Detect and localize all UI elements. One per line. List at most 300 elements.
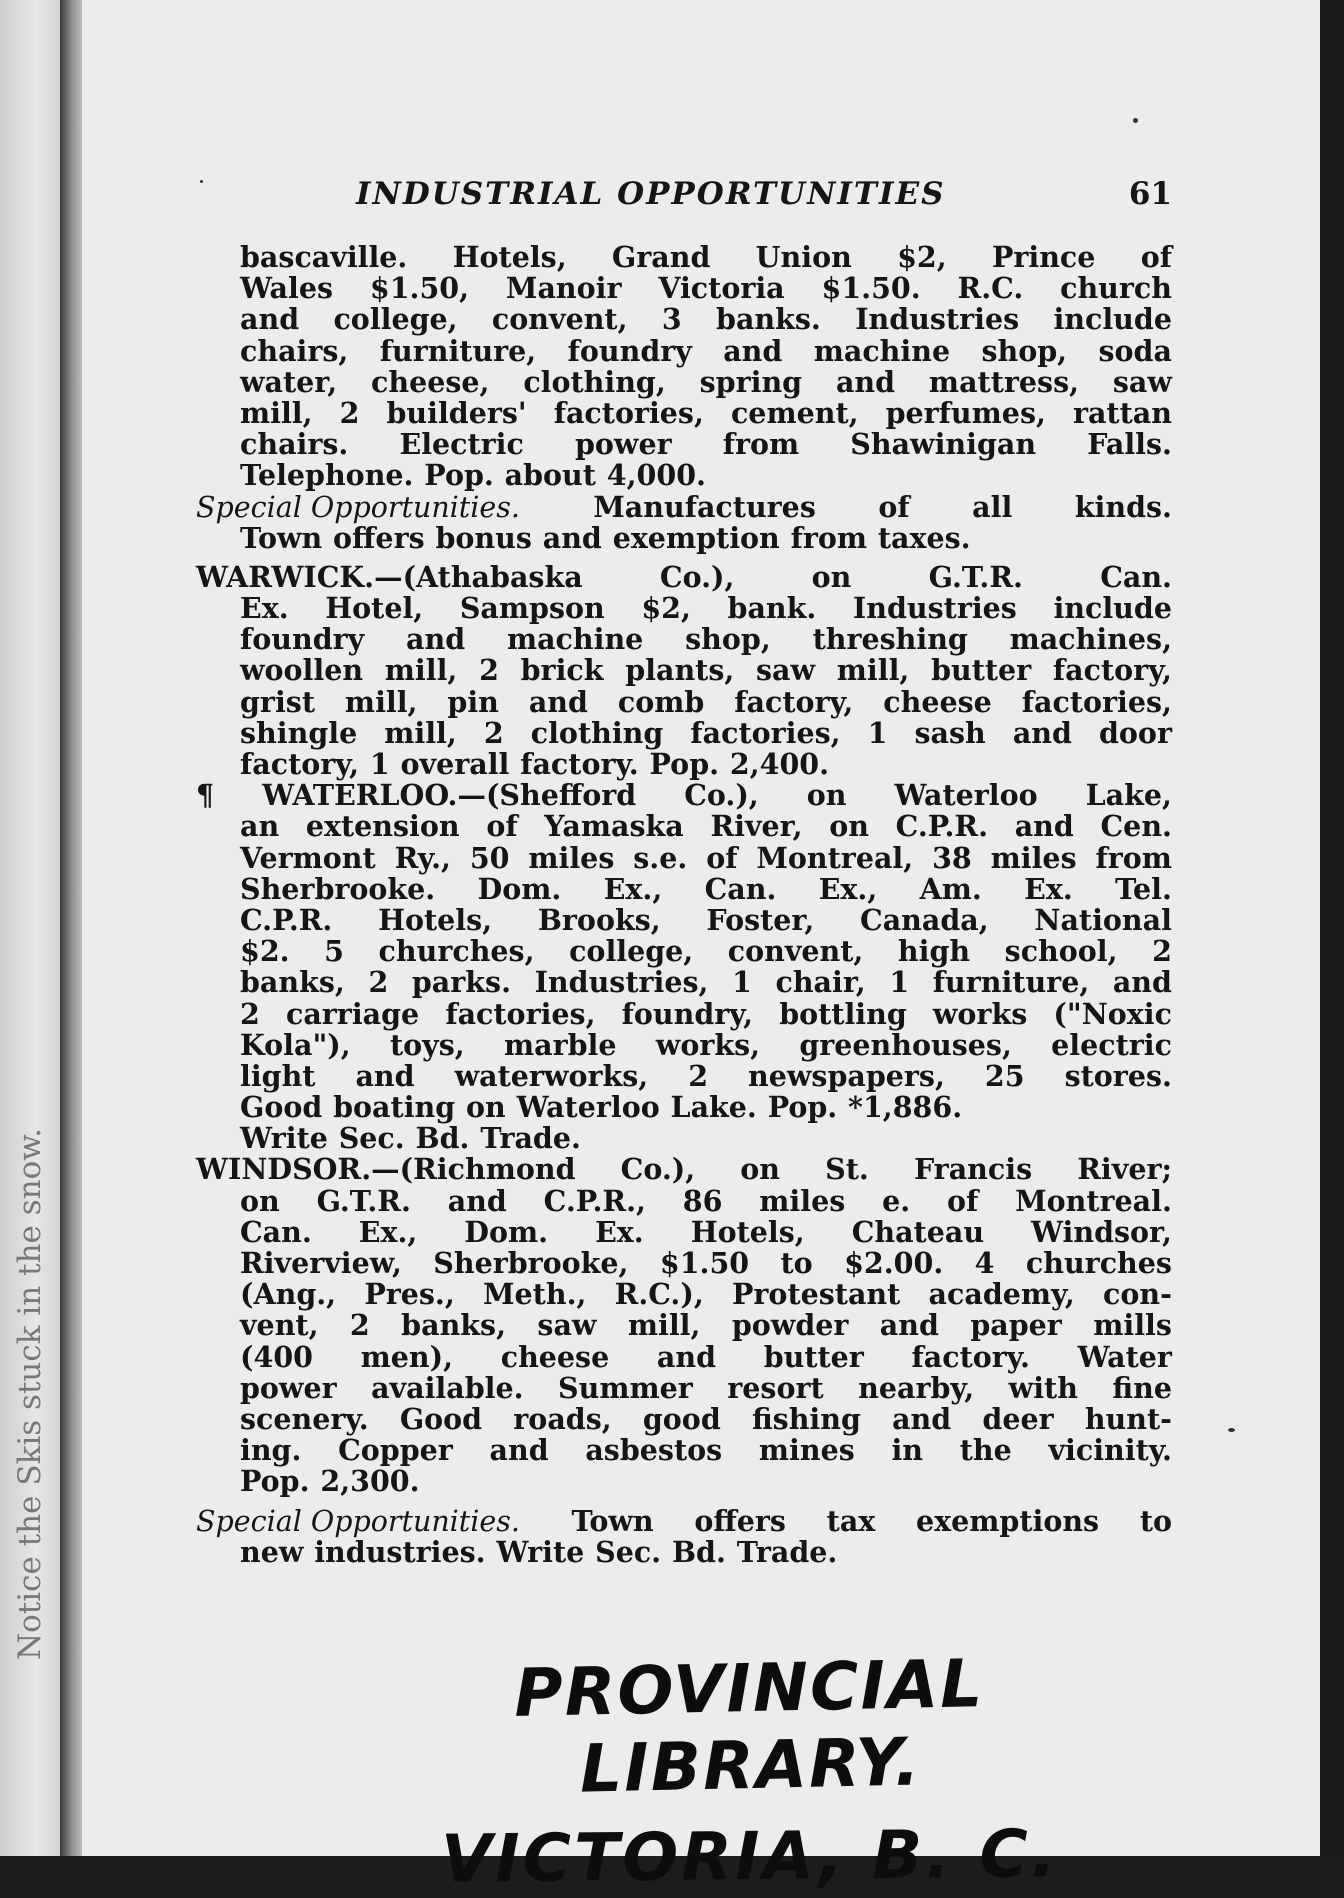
word: power: [574, 427, 672, 462]
text-line: [196, 1534, 1172, 1569]
word: 2: [688, 1058, 709, 1093]
word: mines: [758, 1433, 855, 1468]
word: Ex.,: [818, 871, 878, 906]
text-line: [196, 1092, 1172, 1123]
text-line: [196, 1370, 1172, 1405]
word: churches: [1025, 1246, 1172, 1280]
word: 2: [368, 965, 389, 1000]
text-line: [196, 1339, 1172, 1374]
word: and: [723, 333, 783, 368]
word: Victoria: [658, 271, 785, 306]
word: machine: [506, 622, 644, 657]
body-text: [196, 242, 1172, 1568]
text-line: [196, 780, 1172, 811]
word: the: [959, 1433, 1012, 1468]
word: on: [240, 1183, 280, 1218]
word: Write: [496, 1534, 585, 1569]
word: Bd.: [671, 1534, 726, 1569]
word: Manufactures: [593, 489, 816, 524]
word: Sherbrooke.: [240, 871, 436, 906]
stamp-line-1: PROVINCIAL LIBRARY.: [513, 1645, 985, 1808]
word: Union: [755, 240, 852, 274]
word: WINDSOR.—(Richmond: [196, 1152, 576, 1187]
word: resort: [727, 1370, 824, 1405]
word: bottling: [779, 996, 907, 1031]
word: Montreal.: [1015, 1183, 1172, 1218]
text-line: [196, 840, 1172, 875]
word: Town: [240, 520, 323, 555]
word: new: [240, 1534, 304, 1569]
word: cheese: [883, 684, 992, 719]
word: Can.: [240, 1214, 312, 1249]
word: Industries,: [534, 965, 709, 1000]
word: paper: [970, 1308, 1062, 1343]
word: Waterloo: [516, 1090, 660, 1125]
word: Ex.,: [603, 871, 663, 906]
word: academy,: [928, 1277, 1075, 1312]
text-line: [196, 242, 1172, 273]
word: Sec.: [595, 1534, 662, 1569]
word: Protestant: [731, 1277, 901, 1312]
word: miles: [990, 840, 1077, 875]
word: deer: [982, 1401, 1054, 1436]
text-line: [196, 273, 1172, 304]
word: Co.),: [659, 559, 735, 594]
text-line: [196, 395, 1172, 430]
word: marble: [503, 1027, 617, 1062]
word: Sherbrooke,: [433, 1246, 629, 1280]
special-opportunities-lead: Special Opportunities.: [196, 490, 520, 524]
word: works,: [655, 1027, 761, 1062]
word: Bd.: [415, 1121, 470, 1156]
word: saw: [756, 653, 816, 688]
word: extension: [305, 809, 460, 844]
word: Summer: [558, 1370, 693, 1405]
word: miles: [759, 1183, 846, 1218]
word: G.T.R.: [928, 559, 1023, 594]
word: brick: [520, 653, 604, 688]
word: kinds.: [1074, 489, 1172, 524]
text-line: [196, 559, 1172, 594]
word: Industries: [855, 302, 1020, 337]
word: on: [740, 1152, 781, 1187]
text-line: [196, 333, 1172, 368]
word: Manoir: [505, 271, 622, 306]
word: rattan: [1072, 395, 1172, 430]
word: Ex.: [240, 591, 289, 626]
word: ing.: [240, 1433, 302, 1468]
word: woollen: [240, 653, 364, 688]
word: 3: [661, 302, 682, 337]
word: newspapers,: [748, 1058, 945, 1093]
text-line: [196, 520, 1172, 555]
word: Pop.: [424, 458, 494, 493]
word: mill,: [836, 653, 910, 688]
word: Dom.: [464, 1214, 549, 1249]
word: from: [1095, 840, 1172, 875]
special-opportunities-lead: Special Opportunities.: [196, 1504, 520, 1538]
word: furniture,: [379, 333, 537, 368]
word: chairs,: [240, 333, 349, 368]
word: Montreal,: [756, 840, 914, 875]
word: con-: [1103, 1277, 1172, 1312]
word: sash: [914, 715, 986, 750]
word: ¶: [196, 778, 215, 813]
word: and: [835, 364, 896, 399]
word: foundry: [240, 622, 365, 657]
word: 2: [349, 1308, 370, 1343]
word: Industries: [852, 591, 1017, 626]
word: comb: [617, 684, 705, 719]
word: saw: [537, 1308, 597, 1343]
word: on: [829, 809, 869, 844]
word: C.P.R.: [240, 902, 333, 937]
word: Foster,: [706, 902, 815, 937]
text-line: [196, 1503, 1172, 1538]
word: nearby,: [858, 1370, 975, 1405]
word: college,: [569, 934, 694, 969]
text-line: [196, 902, 1172, 937]
word: bascaville.: [240, 240, 408, 274]
word: of: [1140, 240, 1172, 274]
word: Ex.,: [358, 1214, 418, 1249]
word: to: [1139, 1503, 1172, 1538]
word: vent,: [240, 1308, 319, 1343]
word: on: [806, 778, 847, 813]
word: on: [466, 1090, 506, 1125]
word: Sec.: [338, 1121, 405, 1156]
word: high: [897, 934, 971, 969]
word: mills: [1093, 1308, 1172, 1343]
word: offers: [694, 1503, 786, 1538]
text-line: [196, 967, 1172, 998]
text-line: [196, 429, 1172, 460]
word: (400: [240, 1339, 313, 1374]
text-line: [196, 1310, 1172, 1341]
word: power: [240, 1370, 337, 1405]
word: Dom.: [477, 871, 562, 906]
word: WARWICK.—(Athabaska: [196, 559, 583, 594]
word: mill,: [384, 653, 458, 688]
word: Lake.: [670, 1090, 757, 1125]
word: Good: [399, 1401, 483, 1436]
word: builders': [386, 395, 527, 430]
word: grist: [240, 684, 315, 719]
word: St.: [825, 1152, 869, 1187]
word: overall: [400, 747, 510, 781]
word: Wales: [240, 271, 334, 306]
word: 1: [369, 747, 390, 781]
word: $1.50,: [369, 271, 470, 306]
word: and: [447, 1183, 507, 1218]
word: parks.: [411, 965, 511, 1000]
word: shop,: [685, 622, 771, 657]
word: 2,400.: [729, 747, 830, 781]
word: mill,: [240, 395, 313, 430]
word: WATERLOO.—(Shefford: [262, 778, 637, 813]
word: saw: [1112, 364, 1172, 399]
word: 2: [483, 715, 504, 750]
text-line: [196, 684, 1172, 719]
library-stamp: [370, 1645, 1130, 1898]
word: Ex.: [595, 1214, 644, 1249]
page-header: [272, 176, 1172, 222]
dust-speck: [1133, 118, 1138, 123]
word: 2: [240, 996, 260, 1031]
word: Tel.: [1115, 871, 1172, 906]
word: and: [528, 684, 588, 719]
word: Meth.,: [483, 1277, 587, 1312]
book-spine: [60, 0, 82, 1856]
text-line: [196, 1214, 1172, 1249]
text-line: [196, 593, 1172, 624]
word: convent,: [491, 302, 628, 337]
word: G.T.R.: [316, 1183, 411, 1218]
word: e.: [882, 1183, 911, 1218]
text-line: [196, 1183, 1172, 1218]
word: industries.: [314, 1534, 486, 1569]
facing-page-edge: [0, 0, 60, 1856]
word: on: [811, 559, 852, 594]
word: Sampson: [459, 591, 605, 626]
word: pin: [447, 684, 499, 719]
word: Lake,: [1085, 778, 1172, 813]
text-line: [196, 1466, 1172, 1497]
word: 2: [1152, 934, 1172, 969]
word: factory,: [1052, 653, 1172, 688]
word: factories,: [690, 715, 841, 750]
word: butter: [763, 1339, 864, 1374]
word: 1: [889, 965, 910, 1000]
word: Ry.,: [394, 840, 451, 875]
word: Chateau: [851, 1214, 985, 1249]
text-line: [196, 1058, 1172, 1093]
word: Riverview,: [240, 1246, 402, 1280]
text-line: [196, 1123, 1172, 1154]
word: Am.: [919, 871, 982, 906]
facing-page-bleed-text: Notice the Skis stuck in the snow.: [12, 1128, 48, 1660]
word: mill,: [384, 715, 457, 750]
word: and: [1014, 809, 1074, 844]
word: 1: [732, 965, 752, 1000]
word: Hotels,: [690, 1214, 805, 1249]
word: $2,: [897, 240, 947, 274]
scan-border: [1320, 0, 1344, 1856]
word: furniture,: [932, 965, 1090, 1000]
word: Pop.: [240, 1464, 310, 1499]
text-line: [196, 1279, 1172, 1310]
word: of: [878, 489, 910, 524]
word: chair,: [775, 965, 866, 1000]
word: factory.: [520, 747, 639, 781]
word: Can.: [1100, 559, 1172, 594]
word: *1,886.: [848, 1090, 963, 1125]
word: and: [406, 622, 466, 657]
word: carriage: [285, 996, 420, 1031]
word: Falls.: [1087, 427, 1172, 462]
word: mattress,: [928, 364, 1080, 399]
word: mill,: [344, 684, 418, 719]
word: of: [486, 809, 518, 844]
word: offers: [333, 520, 425, 555]
word: $2.: [240, 934, 290, 969]
word: and: [892, 1401, 952, 1436]
running-title: INDUSTRIAL OPPORTUNITIES: [356, 176, 946, 212]
word: church: [1060, 271, 1172, 306]
word: foundry: [567, 333, 692, 368]
word: school,: [1004, 934, 1118, 969]
word: Hotels,: [452, 240, 567, 274]
word: tax: [826, 1503, 876, 1538]
word: Town: [571, 1503, 654, 1538]
word: cheese,: [371, 364, 490, 399]
word: boating: [333, 1090, 456, 1125]
word: water,: [240, 364, 338, 399]
word: clothing,: [523, 364, 666, 399]
word: Copper: [338, 1433, 453, 1468]
word: churches,: [378, 934, 535, 969]
dust-speck: [200, 180, 203, 183]
word: $2,: [641, 591, 691, 626]
word: all: [972, 489, 1013, 524]
text-line: [196, 1154, 1172, 1185]
word: miles: [528, 840, 615, 875]
word: Write: [240, 1121, 328, 1156]
word: machines,: [1009, 622, 1172, 657]
word: factories,: [1021, 684, 1172, 719]
word: Co.),: [620, 1152, 696, 1187]
word: Pop.: [649, 747, 720, 781]
word: of: [946, 1183, 979, 1218]
word: and: [1112, 965, 1172, 1000]
word: about: [504, 458, 596, 493]
text-line: [196, 460, 1172, 491]
word: 25: [984, 1058, 1025, 1093]
word: fine: [1112, 1370, 1172, 1405]
word: good: [642, 1401, 721, 1436]
word: Yamaska: [544, 809, 684, 844]
word: 4: [974, 1246, 995, 1280]
word: perfumes,: [885, 395, 1046, 430]
word: 5: [324, 934, 344, 969]
word: Pop.: [767, 1090, 838, 1125]
word: Cen.: [1100, 809, 1172, 844]
text-line: [196, 624, 1172, 655]
word: an: [240, 809, 280, 844]
word: college,: [333, 302, 458, 337]
word: hunt-: [1084, 1401, 1172, 1436]
word: available.: [371, 1370, 524, 1405]
word: Grand: [611, 240, 711, 274]
word: cheese: [500, 1339, 610, 1374]
word: waterworks,: [454, 1058, 649, 1093]
word: Co.),: [684, 778, 759, 813]
word: factory.: [911, 1339, 1030, 1374]
word: cement,: [730, 395, 859, 430]
word: Pres.,: [364, 1277, 455, 1312]
word: River;: [1077, 1152, 1172, 1187]
word: shingle: [240, 715, 358, 750]
word: spring: [699, 364, 803, 399]
word: Hotel,: [325, 591, 424, 626]
word: and: [489, 1433, 549, 1468]
word: factories,: [553, 395, 704, 430]
word: electric: [1051, 1027, 1172, 1062]
word: R.C.),: [614, 1277, 704, 1312]
word: Trade.: [480, 1121, 581, 1156]
word: Shawinigan: [850, 427, 1037, 462]
word: $1.50.: [821, 271, 921, 306]
word: factories,: [445, 996, 596, 1031]
word: in: [891, 1433, 924, 1468]
word: vicinity.: [1048, 1433, 1172, 1468]
word: include: [1053, 591, 1172, 626]
word: Can.: [704, 871, 777, 906]
word: works: [932, 996, 1028, 1031]
text-line: [196, 1248, 1172, 1279]
word: taxes.: [877, 520, 971, 555]
word: (Ang.,: [240, 1277, 337, 1312]
word: scenery.: [240, 1401, 369, 1436]
word: butter: [931, 653, 1032, 688]
word: 38: [932, 840, 972, 875]
text-line: [196, 811, 1172, 842]
word: 50: [469, 840, 510, 875]
word: and: [656, 1339, 717, 1374]
word: Electric: [399, 427, 524, 462]
word: and: [542, 520, 602, 555]
word: from: [790, 520, 868, 555]
word: powder: [731, 1308, 849, 1343]
word: 2,300.: [320, 1464, 420, 1499]
text-line: [196, 871, 1172, 906]
word: Hotels,: [378, 902, 493, 937]
word: and: [1012, 715, 1072, 750]
word: roads,: [513, 1401, 612, 1436]
text-line: [196, 715, 1172, 750]
word: machine: [813, 333, 951, 368]
text-line: [196, 936, 1172, 967]
word: to: [780, 1246, 813, 1280]
word: C.P.R.: [895, 809, 988, 844]
text-line: [196, 489, 1172, 524]
word: Waterloo: [894, 778, 1038, 813]
text-line: [196, 749, 1172, 780]
text-line: [196, 1435, 1172, 1466]
text-line: [196, 364, 1172, 399]
word: mill,: [627, 1308, 701, 1343]
text-line: [196, 996, 1172, 1031]
word: Windsor,: [1031, 1214, 1172, 1249]
word: banks,: [401, 1308, 507, 1343]
word: men),: [360, 1339, 454, 1374]
word: s.e.: [633, 840, 688, 875]
word: factory,: [240, 747, 360, 781]
word: asbestos: [585, 1433, 723, 1468]
word: National: [1034, 902, 1172, 937]
word: convent,: [727, 934, 864, 969]
word: Francis: [913, 1152, 1033, 1187]
word: Brooks,: [537, 902, 661, 937]
word: light: [240, 1058, 316, 1093]
word: foundry,: [621, 996, 754, 1031]
word: stores.: [1064, 1058, 1172, 1093]
word: River,: [710, 809, 803, 844]
word: Prince: [991, 240, 1096, 274]
word: 4,000.: [606, 458, 706, 493]
word: R.C.: [957, 271, 1024, 306]
word: and: [240, 302, 300, 337]
